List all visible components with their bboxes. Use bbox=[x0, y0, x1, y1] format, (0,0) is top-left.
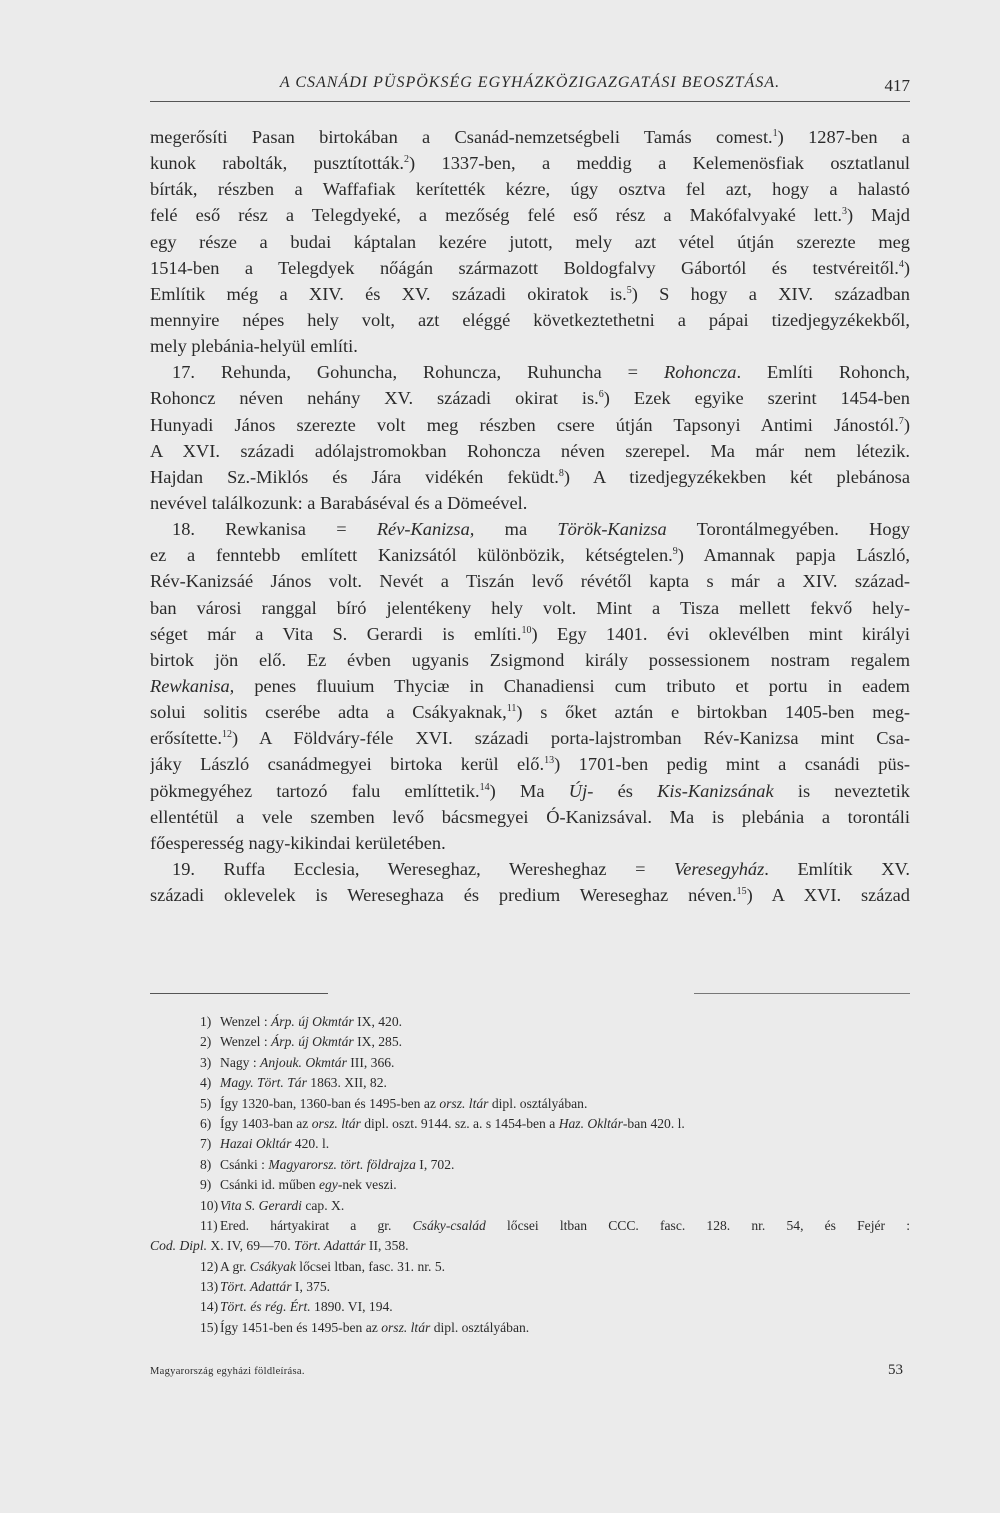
italic-text: Hazai Okltár bbox=[220, 1136, 292, 1152]
footnote-mark: 7) bbox=[200, 1136, 212, 1152]
text-run: X. IV, 69—70. bbox=[207, 1238, 295, 1254]
footnote bbox=[150, 1012, 910, 1032]
text-run: ) 1701-ben pedig mint a csanádi püs- bbox=[554, 754, 910, 775]
text-run: Csánki id. műben bbox=[220, 1177, 319, 1193]
text-run: ) 1287-ben a bbox=[777, 127, 910, 147]
italic-text: Haz. Okltár bbox=[558, 1115, 623, 1131]
body-text bbox=[150, 124, 910, 908]
text-run: ma bbox=[474, 519, 558, 540]
italic-text: Anjouk. Okmtár bbox=[260, 1054, 347, 1070]
italic-text: Magyarorsz. tört. földrajza bbox=[268, 1156, 416, 1172]
footnote-mark: 3) bbox=[200, 1054, 212, 1070]
italic-text: Magy. Tört. Tár bbox=[220, 1075, 307, 1091]
italic-text: orsz. ltár bbox=[311, 1115, 361, 1131]
italic-text: Árp. új Okmtár bbox=[271, 1034, 354, 1050]
text-run: ) bbox=[903, 257, 910, 278]
text-run: . Említik XV. bbox=[764, 858, 910, 879]
body-line bbox=[150, 438, 910, 464]
body-line bbox=[150, 621, 910, 647]
footnote-mark: 11) bbox=[200, 1217, 218, 1233]
italic-text: Rewkanisa, bbox=[150, 675, 235, 696]
body-line bbox=[150, 150, 910, 176]
italic-text: Új- bbox=[568, 780, 594, 801]
footnote bbox=[150, 1073, 910, 1093]
footnote-mark: 15) bbox=[200, 1319, 219, 1335]
text-run: solui solitis cserébe adta a Csákyaknak, bbox=[150, 702, 507, 723]
italic-text: orsz. ltár bbox=[381, 1319, 431, 1335]
text-run: Rév-Kanizsáé János volt. Nevét a Tiszán levő révétől kapta s már a XIV. század- bbox=[150, 571, 910, 592]
body-line bbox=[150, 725, 910, 751]
italic-text: Török-Kanizsa bbox=[557, 519, 667, 540]
footnote-mark: 10) bbox=[200, 1197, 219, 1213]
text-run: I, 702. bbox=[415, 1156, 455, 1172]
text-run: IX, 420. bbox=[353, 1014, 403, 1029]
footnote-ref: 6 bbox=[598, 389, 604, 401]
footnote bbox=[150, 1257, 910, 1277]
text-run: -nek veszi. bbox=[337, 1177, 397, 1193]
footnote-ref: 14 bbox=[479, 781, 490, 793]
footnote-mark: 9) bbox=[200, 1177, 212, 1193]
footnote-mark: 6) bbox=[200, 1115, 212, 1131]
text-run: Hunyadi János szerezte volt meg részben csere útján Tapsonyi Antimi Jánostól. bbox=[150, 414, 899, 435]
footnote-ref: 10 bbox=[521, 624, 532, 636]
text-run: kunok rabolták, pusztították. bbox=[150, 153, 405, 174]
text-run: ) Amannak papja László, bbox=[677, 545, 910, 566]
signature-line: Magyarország egyházi földleírása. bbox=[150, 1366, 305, 1377]
footnote bbox=[150, 1094, 910, 1114]
text-run: jáky László csanádmegyei birtoka kerül elő. bbox=[150, 754, 545, 775]
text-run: felé eső rész a Telegdyeké, a mezőség felé eső rész a Makófalvyaké lett. bbox=[150, 205, 842, 226]
footnote-ref: 2 bbox=[404, 154, 410, 166]
footnote-ref: 11 bbox=[506, 703, 517, 715]
running-head bbox=[150, 74, 910, 98]
text-run: ) bbox=[903, 414, 910, 435]
text-run: főesperesség nagy-kikindai kerületében. bbox=[150, 832, 446, 853]
text-run: -ban 420. l. bbox=[622, 1115, 685, 1131]
footnote bbox=[150, 1277, 910, 1297]
footnote-ref: 4 bbox=[898, 258, 904, 270]
footnote bbox=[150, 1216, 910, 1236]
sheet-number: 53 bbox=[888, 1362, 903, 1378]
text-run: ) S hogy a XIV. században bbox=[631, 283, 910, 304]
body-line bbox=[150, 542, 910, 568]
body-line bbox=[150, 202, 910, 228]
header-rule bbox=[150, 101, 910, 102]
italic-text: Vita S. Gerardi bbox=[220, 1197, 302, 1213]
italic-text: Tört. Adattár bbox=[294, 1238, 366, 1254]
text-run: Nagy : bbox=[220, 1054, 261, 1070]
footnote-ref: 13 bbox=[544, 755, 555, 767]
italic-text: Tört. Adattár bbox=[220, 1279, 292, 1295]
body-line bbox=[150, 830, 910, 856]
body-line bbox=[150, 229, 910, 255]
text-run: ) Ma bbox=[489, 780, 569, 801]
footnote-mark: 13) bbox=[200, 1279, 219, 1295]
text-run: III, 366. bbox=[346, 1054, 395, 1070]
footnote-ref: 9 bbox=[672, 546, 678, 558]
text-run: Így 1403-ban az bbox=[220, 1115, 312, 1131]
text-run: megerősíti Pasan birtokában a Csanád-nemzetségbeli Tamás comest. bbox=[150, 127, 773, 147]
text-run: I, 375. bbox=[291, 1279, 331, 1295]
italic-text: Tört. és rég. Ért. bbox=[220, 1299, 311, 1315]
italic-text: Árp. új Okmtár bbox=[271, 1014, 354, 1029]
footnote-mark: 14) bbox=[200, 1299, 219, 1315]
footnote bbox=[150, 1134, 910, 1154]
body-line bbox=[150, 699, 910, 725]
footnote-mark: 12) bbox=[200, 1258, 219, 1274]
footnote-mark: 2) bbox=[200, 1034, 212, 1050]
body-line bbox=[150, 673, 910, 699]
text-run: Így 1451-ben és 1495-ben az bbox=[220, 1319, 382, 1335]
footnote bbox=[150, 1196, 910, 1216]
body-line bbox=[150, 281, 910, 307]
text-run: ) A Földváry-féle XVI. századi porta-lajstromban Rév-Kanizsa mint Csa- bbox=[232, 728, 910, 749]
body-line bbox=[150, 333, 910, 359]
text-run: ellentétül a vele szemben levő bácsmegyei Ó-Kanizsával. Ma is plebánia a torontáli bbox=[150, 806, 910, 827]
footnote bbox=[150, 1114, 910, 1134]
text-run: mennyire népes hely volt, azt eléggé következtethetni a pápai tizedjegyzékekből, bbox=[150, 309, 910, 330]
text-run: 420. l. bbox=[291, 1136, 330, 1152]
footnote-ref: 5 bbox=[626, 284, 632, 296]
body-line bbox=[150, 307, 910, 333]
body-line bbox=[150, 647, 910, 673]
text-run: A XVI. századi adólajstromokban Rohoncza néven szerepel. Ma már nem létezik. bbox=[150, 440, 910, 461]
body-line bbox=[150, 751, 910, 777]
text-run: dipl. osztályában. bbox=[488, 1095, 588, 1111]
text-run: ) Majd bbox=[847, 205, 910, 226]
text-run: ban városi ranggal bíró jelentékeny hely volt. Mint a Tisza mellett fekvő hely- bbox=[150, 597, 910, 618]
text-run: dipl. oszt. 9144. sz. a. s 1454-ben a bbox=[360, 1115, 559, 1131]
text-run: Hajdan Sz.-Miklós és Jára vidékén feküdt. bbox=[150, 466, 559, 487]
italic-text: Rév-Kanizsa, bbox=[376, 519, 475, 540]
text-run: 1863. XII, 82. bbox=[306, 1075, 387, 1091]
footnote bbox=[150, 1175, 910, 1195]
footnote bbox=[150, 1053, 910, 1073]
footnote-rule bbox=[150, 993, 328, 994]
text-run: ) s őket aztán e birtokban 1405-ben meg- bbox=[516, 702, 910, 723]
footnote bbox=[150, 1032, 910, 1052]
text-run: ) A tizedjegyzékekben két plebánosa bbox=[563, 466, 910, 487]
italic-text: Cod. Dipl. bbox=[150, 1238, 208, 1254]
body-line bbox=[150, 464, 910, 490]
footnote-ref: 3 bbox=[842, 206, 847, 218]
text-run: penes fluuium Thyciæ in Chanadiensi cum tributo et portu in eadem bbox=[234, 675, 910, 696]
italic-text: orsz. ltár bbox=[439, 1095, 489, 1111]
text-run: és bbox=[593, 780, 658, 801]
text-run: 19. Ruffa Ecclesia, Wereseghaz, Weresheghaz = bbox=[172, 858, 675, 879]
body-line bbox=[150, 595, 910, 621]
body-line bbox=[150, 359, 910, 385]
body-line bbox=[150, 856, 910, 882]
text-run: pökmegyéhez tartozó falu említtetik. bbox=[150, 780, 480, 801]
text-run: nevével találkozunk: a Barabáséval és a Dömeével. bbox=[150, 492, 528, 513]
footnote-rule-right bbox=[694, 993, 910, 994]
footnote bbox=[150, 1155, 910, 1175]
text-run: lőcsei ltban, fasc. 31. nr. 5. bbox=[295, 1258, 446, 1274]
text-run: bírták, részben a Waffafiak kerítették kézre, úgy osztva fel azt, hogy a halastó bbox=[150, 179, 910, 200]
text-run: 1890. VI, 194. bbox=[310, 1299, 393, 1315]
italic-text: egy bbox=[318, 1177, 338, 1193]
text-run: lőcsei ltban CCC. fasc. 128. nr. 54, és Fejér : bbox=[485, 1217, 910, 1233]
footnote-mark: 5) bbox=[200, 1095, 212, 1111]
text-run: birtok jön elő. Ez évben ugyanis Zsigmond király possessionem nostram regalem bbox=[150, 649, 910, 670]
text-run: erősítette. bbox=[150, 728, 223, 749]
italic-text: Csákyak bbox=[249, 1258, 296, 1274]
footnote-mark: 1) bbox=[200, 1014, 212, 1029]
footnote bbox=[150, 1318, 910, 1338]
body-line bbox=[150, 176, 910, 202]
text-run: ez a fenntebb említett Kanizsától különbözik, kétségtelen. bbox=[150, 545, 673, 566]
footnote bbox=[150, 1297, 910, 1317]
text-run: cap. X. bbox=[301, 1197, 345, 1213]
text-run: Torontálmegyében. Hogy bbox=[666, 519, 910, 540]
text-run: Ered. hártyakirat a gr. bbox=[220, 1217, 413, 1233]
text-run: Csánki : bbox=[220, 1156, 269, 1172]
body-line bbox=[150, 255, 910, 281]
text-run: ) A XVI. század bbox=[746, 885, 910, 906]
text-run: II, 358. bbox=[365, 1238, 409, 1254]
footnote-ref: 7 bbox=[898, 415, 904, 427]
text-run: dipl. osztályában. bbox=[430, 1319, 530, 1335]
page-number: 417 bbox=[884, 76, 910, 95]
body-line bbox=[150, 778, 910, 804]
text-run: A gr. bbox=[220, 1258, 250, 1274]
text-run: Rohoncz néven nehány XV. századi okirat is. bbox=[150, 388, 599, 409]
footnote-ref: 8 bbox=[558, 467, 564, 479]
footnote bbox=[150, 1236, 910, 1256]
text-run: századi oklevelek is Wereseghaza és predium Wereseghaz néven. bbox=[150, 885, 737, 906]
footnote-ref: 12 bbox=[222, 729, 233, 741]
italic-text: Rohoncza bbox=[663, 362, 737, 383]
footnote-mark: 4) bbox=[200, 1075, 212, 1091]
body-line bbox=[150, 124, 910, 150]
text-run: egy része a budai káptalan kezére jutott, mely azt vétel útján szerezte meg bbox=[150, 231, 910, 252]
text-run: ) Egy 1401. évi oklevélben mint királyi bbox=[531, 623, 910, 644]
footnote-ref: 1 bbox=[772, 128, 778, 139]
text-run: séget már a Vita S. Gerardi is említi. bbox=[150, 623, 522, 644]
text-run: Említik még a XIV. és XV. századi okiratok is. bbox=[150, 283, 627, 304]
text-run: ) Ezek egyike szerint 1454-ben bbox=[603, 388, 910, 409]
italic-text: Csáky-család bbox=[412, 1217, 486, 1233]
footnote-ref: 15 bbox=[736, 886, 747, 898]
text-run: mely plebánia-helyül említi. bbox=[150, 336, 358, 357]
footnotes bbox=[150, 1012, 910, 1338]
body-line bbox=[150, 568, 910, 594]
text-run: Wenzel : bbox=[220, 1014, 271, 1029]
text-run: Így 1320-ban, 1360-ban és 1495-ben az bbox=[220, 1095, 440, 1111]
body-line bbox=[150, 804, 910, 830]
italic-text: Kis-Kanizsának bbox=[657, 780, 774, 801]
footnote-mark: 8) bbox=[200, 1156, 212, 1172]
italic-text: Veresegyház bbox=[674, 858, 765, 879]
text-run: 17. Rehunda, Gohuncha, Rohuncza, Ruhuncha = bbox=[172, 362, 664, 383]
body-line bbox=[150, 882, 910, 908]
body-line bbox=[150, 412, 910, 438]
text-run: is neveztetik bbox=[773, 780, 910, 801]
text-run: IX, 285. bbox=[353, 1034, 403, 1050]
text-run: ) 1337-ben, a meddig a Kelemenösfiak osztatlanul bbox=[409, 153, 910, 174]
text-run: Wenzel : bbox=[220, 1034, 271, 1050]
body-line bbox=[150, 516, 910, 542]
text-run: . Említi Rohonch, bbox=[736, 362, 910, 383]
running-title: A CSANÁDI PÜSPÖKSÉG EGYHÁZKÖZIGAZGATÁSI BEOSZTÁSA. bbox=[279, 74, 781, 91]
text-run: 1514-ben a Telegdyek nőágán származott Boldogfalvy Gábortól és testvéreitől. bbox=[150, 257, 899, 278]
text-run: 18. Rewkanisa = bbox=[172, 519, 377, 540]
body-line bbox=[150, 490, 910, 516]
body-line bbox=[150, 385, 910, 411]
